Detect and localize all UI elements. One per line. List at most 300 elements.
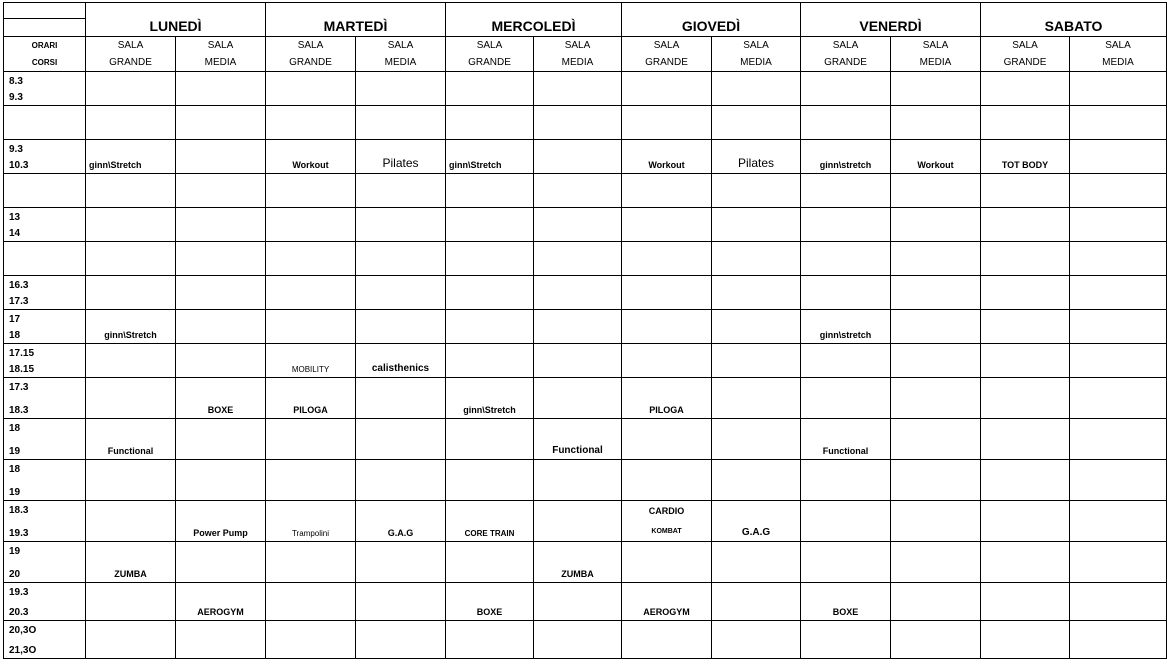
time-end: 18.3 — [9, 405, 29, 416]
course-cell — [534, 72, 622, 106]
course-name: Trampolini — [291, 529, 330, 538]
media-label: MEDIA — [1102, 57, 1134, 68]
course-name: G.A.G — [387, 528, 414, 538]
course-cell — [1070, 378, 1167, 419]
course-cell — [86, 276, 176, 310]
course-name: BOXE — [832, 607, 859, 617]
course-cell — [266, 378, 356, 419]
course-cell — [622, 174, 712, 208]
time-end: 14 — [9, 228, 21, 239]
course-cell — [712, 419, 801, 460]
time-start: 17.3 — [9, 382, 29, 393]
course-cell — [801, 310, 891, 344]
course-name-line2: KOMBAT — [651, 528, 682, 535]
sala-label: SALA — [117, 40, 144, 51]
time-start: 19 — [9, 546, 21, 557]
time-start: 8.3 — [9, 76, 23, 87]
course-cell — [1070, 344, 1167, 378]
course-cell — [891, 460, 981, 501]
course-cell — [801, 276, 891, 310]
course-cell — [534, 501, 622, 542]
course-cell — [801, 72, 891, 106]
time-cell — [4, 140, 86, 174]
sala-label: SALA — [832, 40, 859, 51]
course-cell — [446, 419, 534, 460]
course-cell — [446, 242, 534, 276]
course-cell — [176, 242, 266, 276]
time-start: 19.3 — [9, 587, 29, 598]
course-cell — [622, 583, 712, 621]
time-end: 18 — [9, 330, 21, 341]
course-cell — [356, 208, 446, 242]
time-end: 19 — [9, 446, 21, 457]
time-start: 18.3 — [9, 505, 29, 516]
course-cell — [801, 542, 891, 583]
course-cell — [356, 140, 446, 174]
course-cell — [981, 583, 1070, 621]
media-label: MEDIA — [204, 57, 237, 68]
course-cell — [1070, 419, 1167, 460]
course-name: G.A.G — [741, 527, 771, 538]
course-cell — [891, 174, 981, 208]
course-cell — [981, 140, 1070, 174]
course-cell — [712, 140, 801, 174]
course-cell — [981, 460, 1070, 501]
course-cell — [801, 583, 891, 621]
course-cell — [891, 501, 981, 542]
sala-grande-header — [981, 37, 1070, 72]
course-cell — [622, 621, 712, 659]
course-cell — [801, 140, 891, 174]
sala-label: SALA — [1012, 40, 1038, 51]
course-cell — [1070, 276, 1167, 310]
course-cell — [356, 310, 446, 344]
course-cell — [176, 72, 266, 106]
course-name: MOBILITY — [291, 365, 330, 374]
sala-grande-header — [801, 37, 891, 72]
course-cell — [981, 542, 1070, 583]
course-cell — [446, 501, 534, 542]
course-cell — [1070, 310, 1167, 344]
course-cell — [622, 140, 712, 174]
course-name: ginn\Stretch — [463, 405, 516, 415]
course-cell — [622, 242, 712, 276]
course-cell — [622, 72, 712, 106]
course-cell — [891, 72, 981, 106]
course-cell — [534, 378, 622, 419]
course-cell — [534, 310, 622, 344]
course-cell — [981, 72, 1070, 106]
orari-header — [4, 37, 86, 72]
time-end: 20 — [9, 569, 21, 580]
course-cell — [801, 378, 891, 419]
sala-label: SALA — [297, 40, 324, 51]
orari-label: ORARI — [31, 41, 58, 50]
corner-cell — [4, 3, 86, 37]
grande-label: GRANDE — [289, 57, 332, 68]
course-cell — [712, 583, 801, 621]
course-cell — [266, 344, 356, 378]
course-cell — [176, 542, 266, 583]
time-cell — [4, 208, 86, 242]
course-name: ZUMBA — [114, 569, 147, 579]
course-cell — [176, 310, 266, 344]
time-cell — [4, 583, 86, 621]
course-cell — [86, 174, 176, 208]
course-cell — [801, 460, 891, 501]
course-cell — [712, 460, 801, 501]
course-cell — [266, 501, 356, 542]
sala-label: SALA — [1105, 40, 1131, 51]
course-cell — [891, 140, 981, 174]
course-cell — [891, 583, 981, 621]
course-cell — [86, 621, 176, 659]
course-cell — [622, 344, 712, 378]
course-cell — [266, 140, 356, 174]
course-cell — [801, 621, 891, 659]
course-cell — [176, 419, 266, 460]
course-cell — [446, 276, 534, 310]
grande-label: GRANDE — [109, 57, 152, 68]
time-start: 20,3O — [9, 625, 37, 636]
course-cell — [891, 208, 981, 242]
course-cell — [981, 242, 1070, 276]
course-cell — [712, 542, 801, 583]
course-cell — [712, 378, 801, 419]
course-cell — [446, 208, 534, 242]
time-cell — [4, 344, 86, 378]
course-cell — [86, 419, 176, 460]
course-cell — [891, 419, 981, 460]
course-name: AEROGYM — [643, 607, 690, 617]
course-cell — [534, 208, 622, 242]
course-cell — [981, 378, 1070, 419]
sala-media-header — [176, 37, 266, 72]
course-cell — [712, 310, 801, 344]
course-cell — [266, 621, 356, 659]
course-cell — [266, 72, 356, 106]
course-cell — [176, 501, 266, 542]
time-start: 9.3 — [9, 144, 23, 155]
course-cell — [266, 542, 356, 583]
course-cell — [534, 242, 622, 276]
course-cell — [534, 106, 622, 140]
time-cell — [4, 72, 86, 106]
sala-label: SALA — [387, 40, 414, 51]
sala-media-header — [1070, 37, 1167, 72]
course-cell — [446, 72, 534, 106]
course-cell — [534, 174, 622, 208]
time-cell — [4, 542, 86, 583]
course-name: ginn\Stretch — [89, 160, 142, 170]
course-cell — [446, 621, 534, 659]
course-cell — [86, 106, 176, 140]
course-cell — [712, 501, 801, 542]
sala-grande-header — [622, 37, 712, 72]
time-cell — [4, 242, 86, 276]
course-cell — [86, 140, 176, 174]
time-cell — [4, 106, 86, 140]
course-cell — [1070, 460, 1167, 501]
course-cell — [356, 242, 446, 276]
course-name: Pilates — [737, 156, 775, 170]
course-cell — [622, 542, 712, 583]
course-cell — [176, 460, 266, 501]
sala-media-header — [356, 37, 446, 72]
grande-label: GRANDE — [645, 57, 688, 68]
course-cell — [891, 344, 981, 378]
time-end: 19.3 — [9, 528, 29, 539]
day-header: LUNEDÌ — [86, 3, 266, 37]
grande-label: GRANDE — [1003, 57, 1047, 68]
course-cell — [1070, 242, 1167, 276]
course-cell — [1070, 621, 1167, 659]
course-name: ginn\stretch — [819, 160, 872, 170]
sala-label: SALA — [653, 40, 680, 51]
course-cell — [712, 72, 801, 106]
time-start: 16.3 — [9, 280, 29, 291]
course-name: ginn\Stretch — [449, 160, 502, 170]
course-cell — [981, 501, 1070, 542]
course-cell — [176, 621, 266, 659]
course-name: Workout — [292, 160, 329, 170]
course-cell — [712, 621, 801, 659]
course-cell — [176, 583, 266, 621]
grande-label: GRANDE — [824, 57, 867, 68]
day-header: MARTEDÌ — [266, 3, 446, 37]
course-name: ginn\Stretch — [104, 330, 157, 340]
course-cell — [176, 106, 266, 140]
day-header: SABATO — [981, 3, 1167, 37]
course-name: AEROGYM — [197, 607, 244, 617]
time-start: 17 — [9, 314, 21, 325]
sala-label: SALA — [564, 40, 591, 51]
course-cell — [981, 419, 1070, 460]
course-cell — [981, 174, 1070, 208]
course-cell — [1070, 72, 1167, 106]
course-cell — [1070, 501, 1167, 542]
course-name: Functional — [822, 446, 869, 456]
course-cell — [86, 501, 176, 542]
day-header: MERCOLEDÌ — [446, 3, 622, 37]
course-cell — [356, 460, 446, 501]
course-cell — [981, 208, 1070, 242]
course-cell — [446, 542, 534, 583]
course-name: Functional — [552, 445, 603, 456]
course-name: ginn\stretch — [819, 330, 872, 340]
course-cell — [981, 621, 1070, 659]
media-label: MEDIA — [384, 57, 417, 68]
time-start: 18 — [9, 464, 21, 475]
time-end: 19 — [9, 487, 21, 498]
course-cell — [622, 378, 712, 419]
course-cell — [266, 460, 356, 501]
course-cell — [801, 174, 891, 208]
course-cell — [86, 242, 176, 276]
course-cell — [801, 106, 891, 140]
course-cell — [176, 174, 266, 208]
time-cell — [4, 276, 86, 310]
course-cell — [176, 140, 266, 174]
course-cell — [266, 174, 356, 208]
course-name: Pilates — [382, 156, 419, 170]
time-end: 17.3 — [9, 296, 29, 307]
course-cell — [86, 310, 176, 344]
sala-media-header — [891, 37, 981, 72]
course-cell — [446, 174, 534, 208]
schedule-table — [3, 2, 1167, 659]
course-cell — [801, 242, 891, 276]
time-cell — [4, 501, 86, 542]
course-cell — [86, 344, 176, 378]
course-cell — [86, 208, 176, 242]
course-name: Power Pump — [193, 528, 248, 538]
course-cell — [266, 419, 356, 460]
time-start: 17.15 — [9, 348, 35, 359]
course-cell — [356, 276, 446, 310]
course-cell — [86, 72, 176, 106]
course-cell — [266, 310, 356, 344]
course-cell — [446, 583, 534, 621]
grande-label: GRANDE — [468, 57, 511, 68]
course-cell — [801, 501, 891, 542]
course-cell — [622, 460, 712, 501]
course-cell — [446, 344, 534, 378]
course-cell — [266, 583, 356, 621]
sala-media-header — [534, 37, 622, 72]
day-header: GIOVEDÌ — [622, 3, 801, 37]
course-cell — [266, 208, 356, 242]
sala-label: SALA — [207, 40, 234, 51]
course-name: Workout — [917, 160, 954, 170]
course-cell — [176, 276, 266, 310]
time-start: 13 — [9, 212, 21, 223]
course-cell — [981, 106, 1070, 140]
course-cell — [891, 542, 981, 583]
course-cell — [356, 174, 446, 208]
course-cell — [622, 276, 712, 310]
time-cell — [4, 310, 86, 344]
course-name: Workout — [648, 160, 685, 170]
course-name: BOXE — [207, 405, 234, 415]
course-cell — [534, 583, 622, 621]
course-cell — [446, 378, 534, 419]
time-end: 10.3 — [9, 160, 29, 171]
day-header: VENERDÌ — [801, 3, 981, 37]
course-cell — [801, 208, 891, 242]
course-name: calisthenics — [371, 363, 430, 374]
course-cell — [356, 378, 446, 419]
course-cell — [266, 276, 356, 310]
media-label: MEDIA — [740, 57, 772, 68]
time-end: 21,3O — [9, 645, 37, 656]
course-name: BOXE — [476, 607, 503, 617]
course-cell — [801, 419, 891, 460]
sala-label: SALA — [743, 40, 769, 51]
time-cell — [4, 460, 86, 501]
sala-grande-header — [266, 37, 356, 72]
course-cell — [86, 378, 176, 419]
course-cell — [891, 310, 981, 344]
course-cell — [1070, 140, 1167, 174]
course-cell — [266, 106, 356, 140]
course-cell — [1070, 583, 1167, 621]
sala-media-header — [712, 37, 801, 72]
course-cell — [622, 310, 712, 344]
course-name: PILOGA — [293, 405, 328, 415]
time-end: 20.3 — [9, 607, 29, 618]
course-cell — [534, 419, 622, 460]
course-cell — [356, 419, 446, 460]
course-cell — [176, 378, 266, 419]
course-cell — [1070, 208, 1167, 242]
course-cell — [356, 501, 446, 542]
course-cell — [446, 140, 534, 174]
course-cell — [356, 542, 446, 583]
time-cell — [4, 378, 86, 419]
course-cell — [712, 276, 801, 310]
sala-grande-header — [446, 37, 534, 72]
course-cell — [356, 106, 446, 140]
course-name: CARDIO — [648, 506, 685, 516]
course-cell — [356, 344, 446, 378]
course-cell — [622, 208, 712, 242]
course-cell — [891, 378, 981, 419]
course-cell — [534, 621, 622, 659]
course-cell — [891, 621, 981, 659]
sala-label: SALA — [476, 40, 503, 51]
course-cell — [891, 276, 981, 310]
course-cell — [534, 344, 622, 378]
course-cell — [176, 344, 266, 378]
course-cell — [981, 310, 1070, 344]
course-cell — [1070, 106, 1167, 140]
course-cell — [891, 106, 981, 140]
course-cell — [1070, 174, 1167, 208]
course-cell — [622, 106, 712, 140]
course-cell — [356, 583, 446, 621]
course-cell — [446, 310, 534, 344]
course-cell — [801, 344, 891, 378]
course-cell — [266, 242, 356, 276]
media-label: MEDIA — [561, 57, 594, 68]
course-cell — [622, 419, 712, 460]
course-cell — [86, 583, 176, 621]
course-cell — [176, 208, 266, 242]
course-cell — [534, 276, 622, 310]
course-cell — [86, 542, 176, 583]
course-cell — [356, 621, 446, 659]
course-cell — [712, 106, 801, 140]
course-name: ZUMBA — [561, 569, 594, 579]
time-end: 18.15 — [9, 364, 35, 375]
course-cell — [712, 344, 801, 378]
course-cell — [446, 106, 534, 140]
course-cell — [446, 460, 534, 501]
time-end: 9.3 — [9, 92, 23, 103]
time-cell — [4, 621, 86, 659]
time-start: 18 — [9, 423, 21, 434]
course-name: Functional — [107, 446, 154, 456]
course-cell — [891, 242, 981, 276]
course-cell — [86, 460, 176, 501]
course-name: PILOGA — [649, 405, 684, 415]
course-cell — [1070, 542, 1167, 583]
media-label: MEDIA — [919, 57, 952, 68]
course-cell — [981, 276, 1070, 310]
course-cell — [534, 542, 622, 583]
course-name: CORE TRAIN — [464, 529, 515, 538]
